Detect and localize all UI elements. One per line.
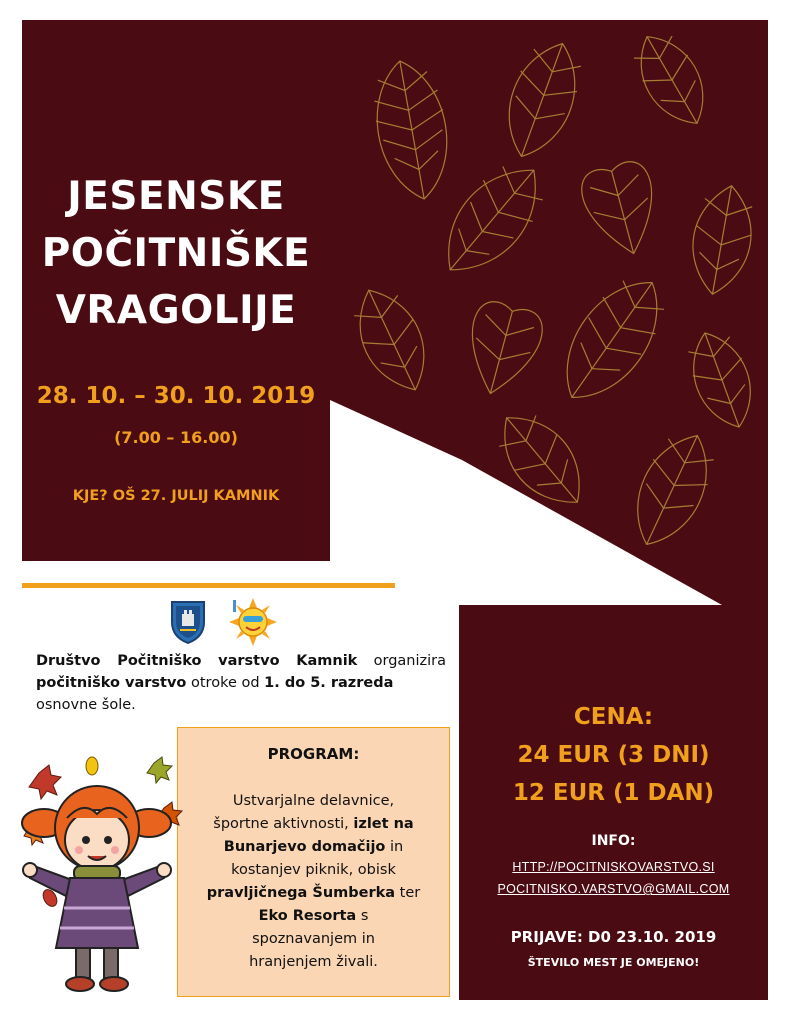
program-highlight: Eko Resorta <box>258 908 357 924</box>
price-three-days: 24 EUR (3 DNI) <box>517 742 710 768</box>
program-line <box>187 905 440 928</box>
divider <box>22 583 395 588</box>
program-line <box>187 813 440 836</box>
program-line: spoznavanjem in <box>252 931 375 947</box>
service-name: počitniško varstvo <box>36 675 187 691</box>
program-line: Ustvarjalne delavnice, <box>232 793 395 809</box>
email-link[interactable]: POCITNISKO.VARSTVO@GMAIL.COM <box>497 882 730 896</box>
program-highlight: pravljičnega Šumberka <box>206 885 396 901</box>
title-line-3: VRAGOLIJE <box>55 288 297 333</box>
program-text: in <box>385 839 404 855</box>
program-line: kostanjev piknik, obisk <box>231 862 396 878</box>
registration-deadline: PRIJAVE: D0 23.10. 2019 <box>510 928 717 946</box>
program-line <box>187 882 440 905</box>
event-dates: 28. 10. – 30. 10. 2019 <box>36 383 316 409</box>
program-highlight: izlet na <box>353 816 414 832</box>
price-label: CENA: <box>573 704 654 730</box>
event-hours: (7.00 – 16.00) <box>114 428 238 447</box>
program-text: športne aktivnosti, <box>213 816 354 832</box>
program-highlight: Bunarjevo domačijo <box>223 839 386 855</box>
title-line-2: POČITNIŠKE <box>41 231 311 276</box>
limited-places-note: ŠTEVILO MEST JE OMEJENO! <box>527 956 700 969</box>
program-line <box>187 836 440 859</box>
page-title <box>22 168 330 339</box>
title-line-1: JESENSKE <box>67 174 285 219</box>
program-line: hranjenjem živali. <box>249 954 378 970</box>
price-one-day: 12 EUR (1 DAN) <box>512 780 715 806</box>
kamnik-coat-of-arms-icon <box>168 598 208 644</box>
program-text: ter <box>395 885 421 901</box>
program-text: s <box>356 908 369 924</box>
organizer-description <box>36 650 446 716</box>
grade-range: 1. do 5. razreda <box>264 675 394 691</box>
organizer-name: Društvo Počitniško varstvo Kamnik <box>36 653 358 669</box>
event-location: KJE? OŠ 27. JULIJ KAMNIK <box>72 488 280 504</box>
intro-text-3: osnovne šole. <box>36 697 136 713</box>
intro-text-1: organizira <box>357 653 446 669</box>
girl-with-leaves-illustration <box>14 748 184 998</box>
program-title: PROGRAM: <box>267 745 360 763</box>
info-label: INFO: <box>591 833 636 849</box>
intro-text-2: otroke od <box>186 675 265 691</box>
website-link[interactable]: HTTP://POCITNISKOVARSTVO.SI <box>512 860 715 874</box>
sun-mascot-icon <box>227 596 279 648</box>
program-description <box>187 790 440 974</box>
